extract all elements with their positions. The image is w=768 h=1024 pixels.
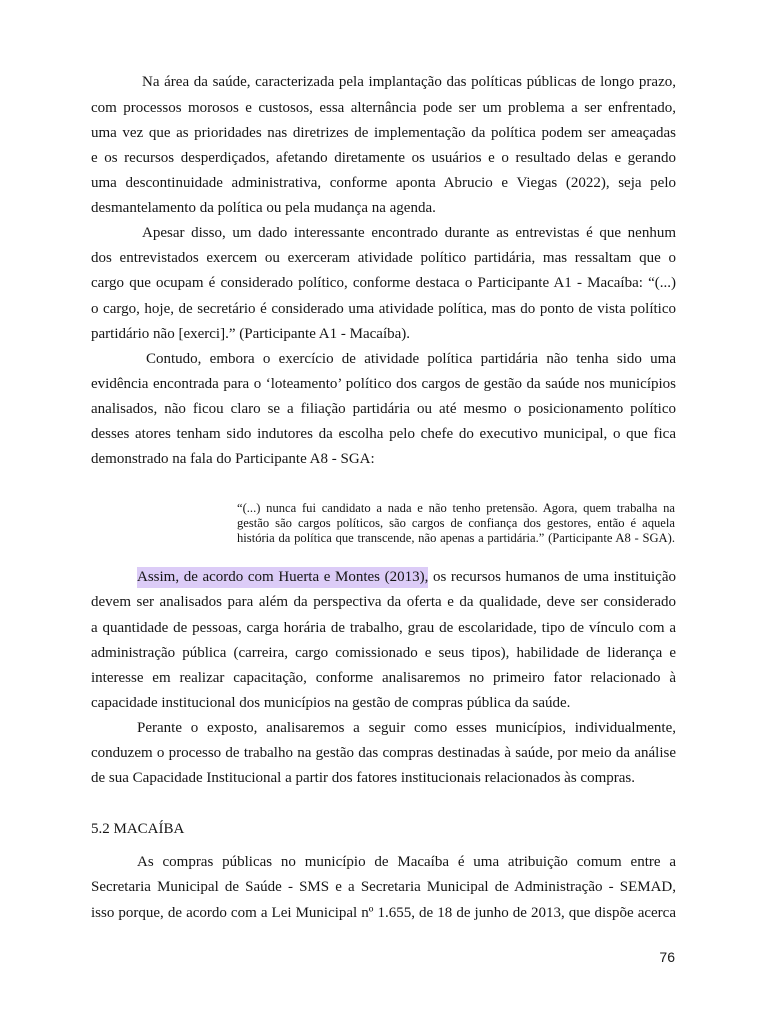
paragraph [91,221,676,347]
paragraph [91,565,676,716]
text-span: os recursos humanos de uma instituição [432,569,676,586]
paragraph [91,347,676,473]
text-line: uma vez que as prioridades nas diretrizes de implementação da política podem ser ameaçadas [91,124,676,141]
text-line: conduzem o processo de trabalho na gestão das compras destinadas à saúde, por meio da análise [91,745,676,762]
text-line: administração pública (carreira, cargo comissionado e seus tipos), habilidade de liderança e [91,644,676,661]
text-line: o cargo, hoje, de secretário é considerado uma atividade política, mas do ponto de vista político [91,300,676,317]
highlighted-text: Assim, de acordo com Huerta e Montes (2013), [137,567,428,588]
text-line: Contudo, embora o exercício de atividade política partidária não tenha sido uma [146,350,676,367]
block-quote [237,501,675,546]
text-line: Apesar disso, um dado interessante encontrado durante as entrevistas é que nenhum [142,225,676,242]
text-line: As compras públicas no município de Macaíba é uma atribuição comum entre a [137,854,676,871]
text-line: demonstrado na fala do Participante A8 - SGA: [91,451,375,468]
text-line: Na área da saúde, caracterizada pela implantação das políticas públicas de longo prazo, [142,74,676,91]
text-line: Perante o exposto, analisaremos a seguir como esses municípios, individualmente, [137,720,676,737]
text-line: cargo que ocupam é considerado político, conforme destaca o Participante A1 - Macaíba: “(...) [91,275,676,292]
body-text-section [91,70,676,472]
text-line: interesse em realizar capacitação, conforme analisaremos no primeiro fator relacionado à [91,669,676,686]
text-line: isso porque, de acordo com a Lei Municipal nº 1.655, de 18 de junho de 2013, que dispõe acerca [91,904,676,921]
paragraph [91,70,676,221]
text-line: com processos morosos e custosos, essa alternância pode ser um problema a ser enfrentado, [91,99,676,116]
text-line: evidência encontrada para o ‘loteamento’ político dos cargos de gestão da saúde nos municípios [91,375,676,392]
quote-line: gestão são cargos políticos, são cargos de confiança dos gestores, então é aquela [237,515,675,530]
text-line: e os recursos desperdiçados, afetando diretamente os usuários e o resultado delas e gerando [91,149,676,166]
text-line: desmantelamento da política ou pela mudança na agenda. [91,200,436,217]
paragraph [91,716,676,791]
quote-line: história da política que transcende, não apenas a partidária.” (Participante A8 - SGA). [237,530,675,545]
text-line [91,565,676,590]
text-line: partidário não [exerci].” (Participante A1 - Macaíba). [91,325,411,342]
text-line: desses atores tenham sido indutores da escolha pelo chefe do executivo municipal, o que fica [91,426,676,443]
text-line: de sua Capacidade Institucional a partir dos fatores institucionais relacionados às compras. [91,770,635,787]
text-line: a quantidade de pessoas, carga horária de trabalho, grau de escolaridade, tipo de vínculo com a [91,619,676,636]
text-line: dos entrevistados exercem ou exerceram atividade político partidária, mas ressaltam que o [91,250,676,267]
paragraph [91,850,676,925]
body-text-section [91,850,676,925]
page-number: 76 [659,949,675,965]
text-line: analisados, não ficou claro se a filiação partidária ou até mesmo o posicionamento político [91,401,676,418]
body-text-section [91,565,676,791]
quote-line: “(...) nunca fui candidato a nada e não tenho pretensão. Agora, quem trabalha na [237,500,675,515]
text-line: devem ser analisados para além da perspectiva da oferta e da qualidade, deve ser considerado [91,594,676,611]
text-line: Secretaria Municipal de Saúde - SMS e a Secretaria Municipal de Administração - SEMAD, [91,879,676,896]
section-heading: 5.2 MACAÍBA [91,821,185,838]
text-line: uma descontinuidade administrativa, conforme aponta Abrucio e Viegas (2022), seja pelo [91,174,676,191]
text-line: capacidade institucional dos municípios na gestão de compras pública da saúde. [91,694,571,711]
